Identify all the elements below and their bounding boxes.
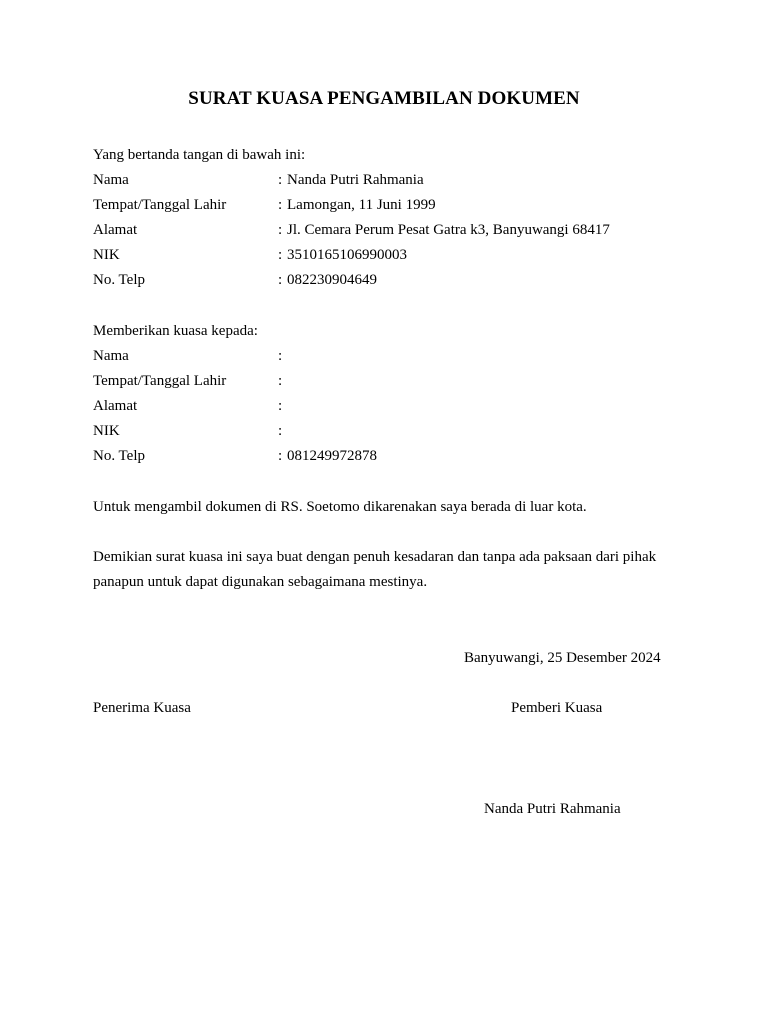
field-label: No. Telp	[93, 272, 146, 288]
field-value: 082230904649	[287, 272, 377, 288]
receiver-label: Penerima Kuasa	[93, 700, 191, 716]
grantor-intro: Yang bertanda tangan di bawah ini:	[93, 147, 306, 163]
closing-paragraph-line-2: panapun untuk dapat digunakan sebagaimana mestinya.	[93, 574, 428, 590]
field-value: 081249972878	[287, 448, 377, 464]
grantee-intro: Memberikan kuasa kepada:	[93, 323, 258, 339]
grantee-row-ttl	[93, 371, 693, 391]
grantee-row-nik	[93, 421, 693, 441]
field-separator: :	[278, 423, 283, 439]
document-title: SURAT KUASA PENGAMBILAN DOKUMEN	[188, 88, 580, 109]
grantor-row-alamat	[93, 220, 693, 240]
field-label: NIK	[93, 423, 120, 439]
field-label: Nama	[93, 348, 129, 364]
field-separator: :	[278, 197, 283, 213]
field-value: Jl. Cemara Perum Pesat Gatra k3, Banyuwangi 68417	[287, 222, 610, 238]
grantor-row-telp	[93, 270, 693, 290]
grantor-row-ttl	[93, 195, 693, 215]
field-value: Lamongan, 11 Juni 1999	[287, 197, 436, 213]
field-separator: :	[278, 448, 283, 464]
giver-name: Nanda Putri Rahmania	[484, 801, 621, 817]
grantee-row-telp	[93, 446, 693, 466]
closing-paragraph-line-1: Demikian surat kuasa ini saya buat dengan penuh kesadaran dan tanpa ada paksaan dari pihak	[93, 549, 657, 565]
grantor-row-nik	[93, 245, 693, 265]
field-label: No. Telp	[93, 448, 146, 464]
field-separator: :	[278, 398, 283, 414]
field-label: Alamat	[93, 398, 138, 414]
grantee-row-nama	[93, 346, 693, 366]
field-label: Tempat/Tanggal Lahir	[93, 373, 227, 389]
field-separator: :	[278, 272, 283, 288]
field-label: Tempat/Tanggal Lahir	[93, 197, 227, 213]
field-label: NIK	[93, 247, 120, 263]
field-separator: :	[278, 172, 283, 188]
field-separator: :	[278, 348, 283, 364]
field-label: Nama	[93, 172, 129, 188]
field-label: Alamat	[93, 222, 138, 238]
place-date: Banyuwangi, 25 Desember 2024	[464, 650, 661, 666]
field-value: 3510165106990003	[287, 247, 407, 263]
field-separator: :	[278, 222, 283, 238]
field-value: Nanda Putri Rahmania	[287, 172, 424, 188]
field-separator: :	[278, 373, 283, 389]
grantor-row-nama	[93, 170, 693, 190]
grantee-row-alamat	[93, 396, 693, 416]
field-separator: :	[278, 247, 283, 263]
giver-label: Pemberi Kuasa	[511, 700, 603, 716]
purpose-paragraph: Untuk mengambil dokumen di RS. Soetomo dikarenakan saya berada di luar kota.	[93, 499, 587, 515]
